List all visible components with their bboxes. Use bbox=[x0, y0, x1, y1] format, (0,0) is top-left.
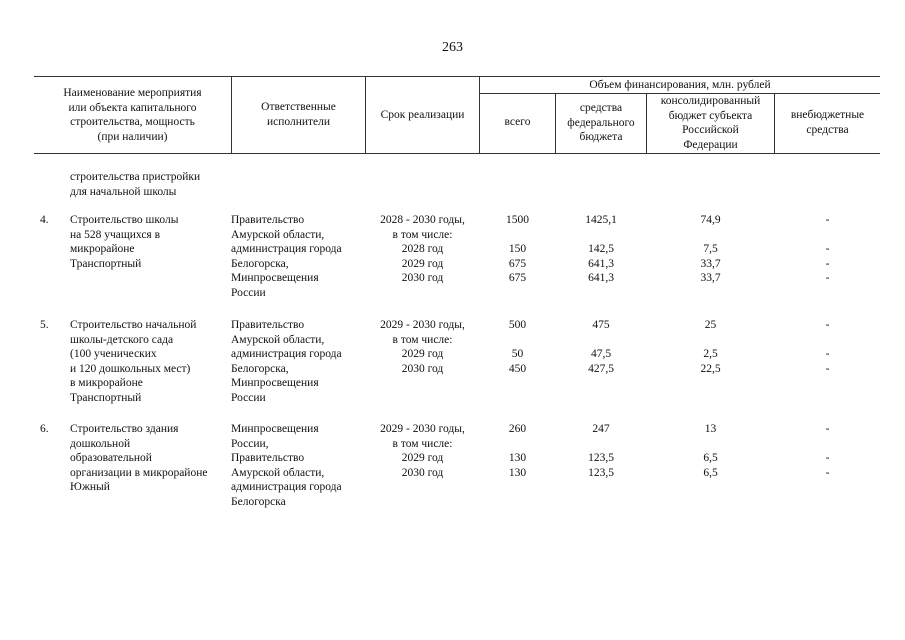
header-executors: Ответственные исполнители bbox=[261, 101, 336, 128]
row-executors: Минпросвещения России, Правительство Амурской области, администрация города Белогорска bbox=[231, 423, 342, 508]
row-regional: 25 2,5 22,5 bbox=[700, 319, 721, 375]
row-federal: 1425,1 142,5 641,3 641,3 bbox=[585, 214, 617, 284]
header-extrabudgetary: внебюджетные средства bbox=[790, 109, 865, 136]
continuation-name: строительства пристройки для начальной школы bbox=[70, 171, 201, 198]
row-total: 260 130 130 bbox=[508, 423, 527, 479]
row-total: 500 50 450 bbox=[508, 319, 527, 375]
row-term: 2029 - 2030 годы, в том числе: 2029 год 2030 год bbox=[380, 423, 465, 479]
header-funding-group: Объем финансирования, млн. рублей bbox=[589, 79, 771, 91]
row-regional: 74,9 7,5 33,7 33,7 bbox=[700, 214, 721, 284]
row-name: Строительство школы на 528 учащихся в микрорайоне Транспортный bbox=[70, 214, 179, 270]
header-regional: консолидированный бюджет субъекта Российской Федерации bbox=[660, 95, 761, 151]
row-federal: 475 47,5 427,5 bbox=[588, 319, 614, 375]
row-name: Строительство здания дошкольной образовательной организации в микрорайоне Южный bbox=[70, 423, 208, 493]
row-term: 2029 - 2030 годы, в том числе: 2029 год 2030 год bbox=[380, 319, 465, 375]
row-regional: 13 6,5 6,5 bbox=[703, 423, 718, 479]
row-term: 2028 - 2030 годы, в том числе: 2028 год 2029 год 2030 год bbox=[380, 214, 465, 284]
row-executors: Правительство Амурской области, администрация города Белогорска, Минпросвещения России bbox=[231, 214, 342, 299]
header-bottom-rule bbox=[34, 153, 880, 154]
page-number: 263 bbox=[442, 40, 463, 55]
row-extrabudgetary: - - - bbox=[825, 423, 830, 479]
row-number: 6. bbox=[40, 423, 49, 435]
row-extrabudgetary: - - - - bbox=[825, 214, 830, 284]
row-number: 4. bbox=[40, 214, 49, 226]
header-name: Наименование мероприятия или объекта капитального строительства, мощность (при наличии) bbox=[63, 87, 202, 143]
row-name: Строительство начальной школы-детского сада (100 ученических и 120 дошкольных мест) в микрорайоне Транспортный bbox=[70, 319, 197, 404]
header-total: всего bbox=[504, 116, 531, 128]
table-top-rule bbox=[34, 76, 880, 77]
row-executors: Правительство Амурской области, администрация города Белогорска, Минпросвещения России bbox=[231, 319, 342, 404]
header-term: Срок реализации bbox=[380, 109, 465, 121]
header-federal: средства федерального бюджета bbox=[567, 102, 635, 143]
row-extrabudgetary: - - - bbox=[825, 319, 830, 375]
row-number: 5. bbox=[40, 319, 49, 331]
row-total: 1500 150 675 675 bbox=[506, 214, 529, 284]
row-federal: 247 123,5 123,5 bbox=[588, 423, 614, 479]
